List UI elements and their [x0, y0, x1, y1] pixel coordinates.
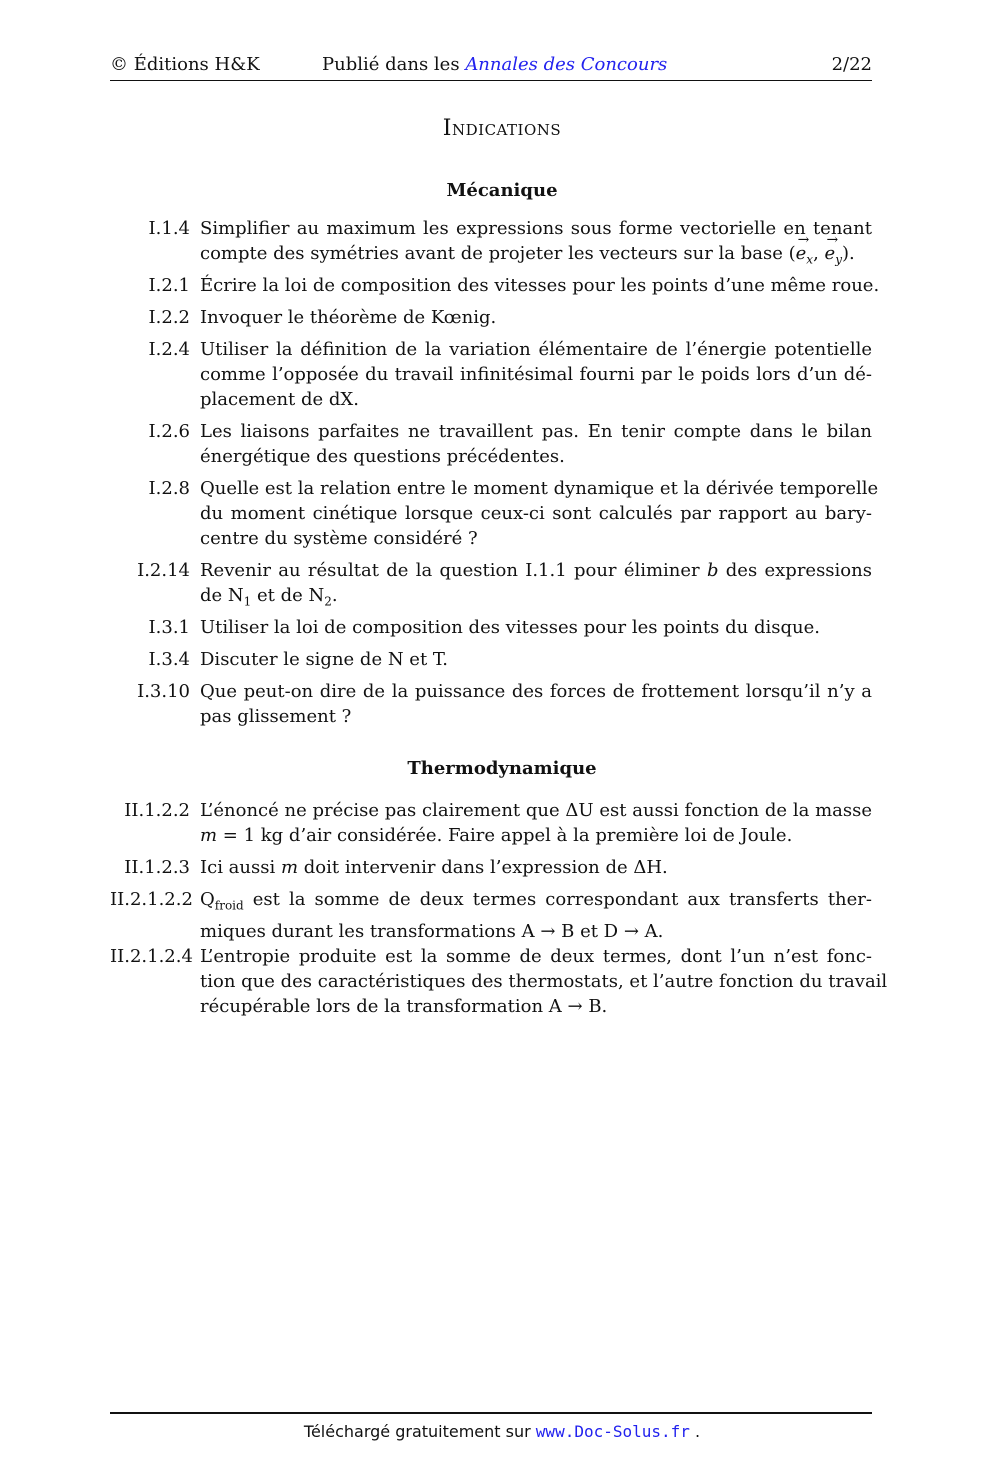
hint-text: Que peut-on dire de la puissance des forces de frottement lorsqu’il n’y a pas glissement ?: [200, 681, 872, 727]
hint-text: Les liaisons parfaites ne travaillent pas. En tenir compte dans le bilan énergétique des questions précédentes.: [200, 421, 872, 467]
page-title: Indications: [442, 116, 562, 141]
hint-text: $Q_{froid}$ est la somme de deux termes correspondant aux transferts ther- miques durant les transformations A → B et D → A.: [200, 889, 872, 942]
vector-ey: → $e_y$: [825, 241, 842, 273]
hint-number: I.2.8: [148, 478, 190, 499]
hint-number: II.2.1.2.2: [110, 889, 193, 910]
hint-number: II.1.2.2: [124, 800, 190, 821]
hint-number: I.2.6: [148, 421, 190, 442]
hint-number: I.2.14: [137, 560, 190, 581]
hint-number: I.2.1: [148, 275, 190, 296]
hint-number: I.2.4: [148, 339, 190, 360]
hint-text: Utiliser la définition de la variation élémentaire de l’énergie potentielle comme l’opposée du travail infinitésimal fourni par le poids lors d’un dé- placement de dX.: [200, 339, 872, 410]
footer-suffix: .: [695, 1422, 701, 1441]
publisher-label: © Éditions H&K: [110, 54, 260, 75]
vector-ex: → $e_x$: [796, 241, 813, 273]
hint-number: I.1.4: [148, 218, 190, 239]
hint-text: Revenir au résultat de la question I.1.1 pour éliminer b des expressions de $N_1$ et de $N_2$.: [200, 560, 872, 609]
footer-rule: [110, 1412, 872, 1414]
footer: [0, 1422, 1004, 1441]
doc-solus-link[interactable]: www.Doc-Solus.fr: [535, 1422, 690, 1441]
hint-text: L’entropie produite est la somme de deux termes, dont l’un n’est fonc- tion que des caractéristiques des thermostats, et l’autre fonction du travail récupérable lors de la transformation A → B.: [200, 946, 888, 1017]
hint-text: Ici aussi m doit intervenir dans l’expression de ΔH.: [200, 857, 668, 878]
hint-number: I.3.4: [148, 649, 190, 670]
hint-number: I.3.1: [148, 617, 190, 638]
publication-info: [322, 54, 667, 76]
hint-text: Invoquer le théorème de Kœnig.: [200, 307, 497, 328]
hint-text: Simplifier au maximum les expressions sous forme vectorielle en tenant compte des symétries avant de projeter les vecteurs sur la base (→ $e_x$, → $e_y$).: [200, 216, 872, 273]
footer-prefix: Téléchargé gratuitement sur: [303, 1422, 531, 1441]
hint-text: Quelle est la relation entre le moment dynamique et la dérivée temporelle du moment cinétique lorsque ceux-ci sont calculés par rapport au bary- centre du système considéré ?: [200, 478, 879, 549]
hint-text: L’énoncé ne précise pas clairement que ΔU est aussi fonction de la masse m = 1 kg d’air considérée. Faire appel à la première loi de Joule.: [200, 800, 872, 846]
section-title-thermodynamique: Thermodynamique: [407, 758, 597, 779]
running-header: [110, 54, 872, 81]
publication-prefix: Publié dans les: [322, 54, 460, 75]
annales-link[interactable]: Annales des Concours: [465, 54, 668, 75]
hint-text: Écrire la loi de composition des vitesses pour les points d’une même roue.: [200, 275, 880, 296]
page-number: 2/22: [831, 54, 872, 75]
hint-text: Utiliser la loi de composition des vitesses pour les points du disque.: [200, 617, 820, 638]
hint-number: II.1.2.3: [124, 857, 190, 878]
section-title-mecanique: Mécanique: [446, 180, 558, 201]
hint-number: II.2.1.2.4: [110, 946, 193, 967]
hint-text: Discuter le signe de N et T.: [200, 649, 448, 670]
hint-number: I.3.10: [137, 681, 190, 702]
hint-number: I.2.2: [148, 307, 190, 328]
